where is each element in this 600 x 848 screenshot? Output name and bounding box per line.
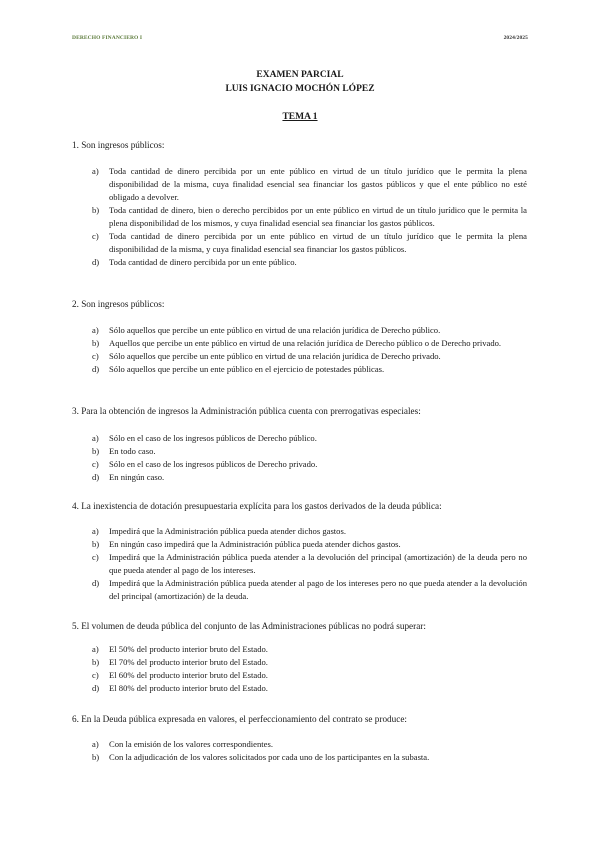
option-item xyxy=(92,738,527,751)
option-label: b) xyxy=(92,539,100,549)
option-text: Sólo aquellos que percibe un ente público en virtud de una relación jurídica de Derecho público. xyxy=(109,325,441,335)
option-item xyxy=(92,458,527,471)
option-text: Con la adjudicación de los valores solicitados por cada uno de los participantes en la subasta. xyxy=(109,752,430,762)
question-4-options xyxy=(92,525,527,603)
option-text: Toda cantidad de dinero, bien o derecho percibidos por un ente público en virtud de un título jurídico que le permita la plena disponibilidad de los mismos, y cuya finalidad esencial sea financiar los gastos públicos. xyxy=(109,205,527,228)
question-3: 3. Para la obtención de ingresos la Administración pública cuenta con prerrogativas especiales: xyxy=(72,406,421,416)
header-course: DERECHO FINANCIERO I xyxy=(72,35,143,41)
option-item xyxy=(92,656,527,669)
option-label: d) xyxy=(92,683,100,693)
option-item xyxy=(92,525,527,538)
option-item xyxy=(92,577,527,603)
option-text: Aquellos que percibe un ente público en virtud de una relación jurídica de Derecho público o de Derecho privado. xyxy=(109,338,502,348)
option-text: Impedirá que la Administración pública pueda atender a la devolución del principal (amortización) de la deuda pero no que pueda atender al pago de los intereses. xyxy=(109,552,527,575)
question-2-options xyxy=(92,324,527,376)
question-2: 2. Son ingresos públicos: xyxy=(72,299,165,309)
option-text: Sólo aquellos que percibe un ente público en el ejercicio de potestades públicas. xyxy=(109,364,385,374)
option-text: Con la emisión de los valores correspondientes. xyxy=(109,739,273,749)
option-text: Toda cantidad de dinero percibida por un ente público. xyxy=(109,257,297,267)
option-label: d) xyxy=(92,364,100,374)
option-label: b) xyxy=(92,657,100,667)
option-text: Sólo en el caso de los ingresos públicos de Derecho privado. xyxy=(109,459,318,469)
option-text: El 50% del producto interior bruto del Estado. xyxy=(109,644,268,654)
option-text: Sólo en el caso de los ingresos públicos de Derecho público. xyxy=(109,433,317,443)
option-text: En todo caso. xyxy=(109,446,156,456)
option-text: Impedirá que la Administración pública pueda atender dichos gastos. xyxy=(109,526,346,536)
option-item xyxy=(92,551,527,577)
option-text: Impedirá que la Administración pública pueda atender al pago de los intereses pero no que pueda atender a la devolución del principal (amortización) de la deuda. xyxy=(109,578,527,601)
option-item xyxy=(92,432,527,445)
question-1: 1. Son ingresos públicos: xyxy=(72,140,165,150)
option-text: El 80% del producto interior bruto del Estado. xyxy=(109,683,268,693)
option-item xyxy=(92,751,527,764)
question-6-options xyxy=(92,738,527,764)
question-5: 5. El volumen de deuda pública del conjunto de las Administraciones públicas no podrá superar: xyxy=(72,621,426,631)
option-label: b) xyxy=(92,446,100,456)
option-label: a) xyxy=(92,644,99,654)
option-item xyxy=(92,324,527,337)
option-item xyxy=(92,643,527,656)
option-text: Sólo aquellos que percibe un ente público en virtud de una relación jurídica de Derecho privado. xyxy=(109,351,441,361)
exam-title: EXAMEN PARCIAL xyxy=(256,70,344,80)
option-text: Toda cantidad de dinero percibida por un ente público en virtud de un título jurídico que le permita la plena disponibilidad de la misma, y cuya finalidad esencial sea financiar los gastos públicos. xyxy=(109,231,527,254)
option-label: d) xyxy=(92,257,100,267)
option-label: c) xyxy=(92,670,99,680)
option-label: b) xyxy=(92,752,100,762)
option-label: a) xyxy=(92,166,99,176)
question-4: 4. La inexistencia de dotación presupuestaria explícita para los gastos derivados de la deuda pública: xyxy=(72,501,442,511)
option-item xyxy=(92,682,527,695)
option-label: a) xyxy=(92,739,99,749)
question-1-options xyxy=(92,165,527,269)
option-item xyxy=(92,669,527,682)
option-item xyxy=(92,165,527,204)
option-label: a) xyxy=(92,433,99,443)
question-5-options xyxy=(92,643,527,695)
section-title: TEMA 1 xyxy=(282,112,318,122)
option-item xyxy=(92,350,527,363)
option-label: c) xyxy=(92,231,99,241)
header-year: 2024/2025 xyxy=(503,35,528,41)
option-text: Toda cantidad de dinero percibida por un ente público en virtud de un título jurídico que le permita la plena disponibilidad de la misma, cuya finalidad esencial sea financiar los gastos públicos y que el ente público no esté obligado a devolver. xyxy=(109,166,527,202)
option-item xyxy=(92,445,527,458)
option-item xyxy=(92,337,527,350)
option-label: c) xyxy=(92,459,99,469)
option-text: En ningún caso impedirá que la Administración pública pueda atender dichos gastos. xyxy=(109,539,401,549)
option-item xyxy=(92,230,527,256)
option-label: d) xyxy=(92,578,100,588)
option-text: El 70% del producto interior bruto del Estado. xyxy=(109,657,268,667)
option-text: En ningún caso. xyxy=(109,472,165,482)
option-item xyxy=(92,363,527,376)
option-item xyxy=(92,204,527,230)
option-label: c) xyxy=(92,351,99,361)
question-3-options xyxy=(92,432,527,484)
option-label: a) xyxy=(92,526,99,536)
option-text: El 60% del producto interior bruto del Estado. xyxy=(109,670,268,680)
option-item xyxy=(92,538,527,551)
option-label: b) xyxy=(92,205,100,215)
option-label: b) xyxy=(92,338,100,348)
option-label: a) xyxy=(92,325,99,335)
option-item xyxy=(92,256,527,269)
question-6: 6. En la Deuda pública expresada en valores, el perfeccionamiento del contrato se produce: xyxy=(72,714,407,724)
author-name: LUIS IGNACIO MOCHÓN LÓPEZ xyxy=(225,84,375,94)
option-label: d) xyxy=(92,472,100,482)
option-label: c) xyxy=(92,552,99,562)
option-item xyxy=(92,471,527,484)
